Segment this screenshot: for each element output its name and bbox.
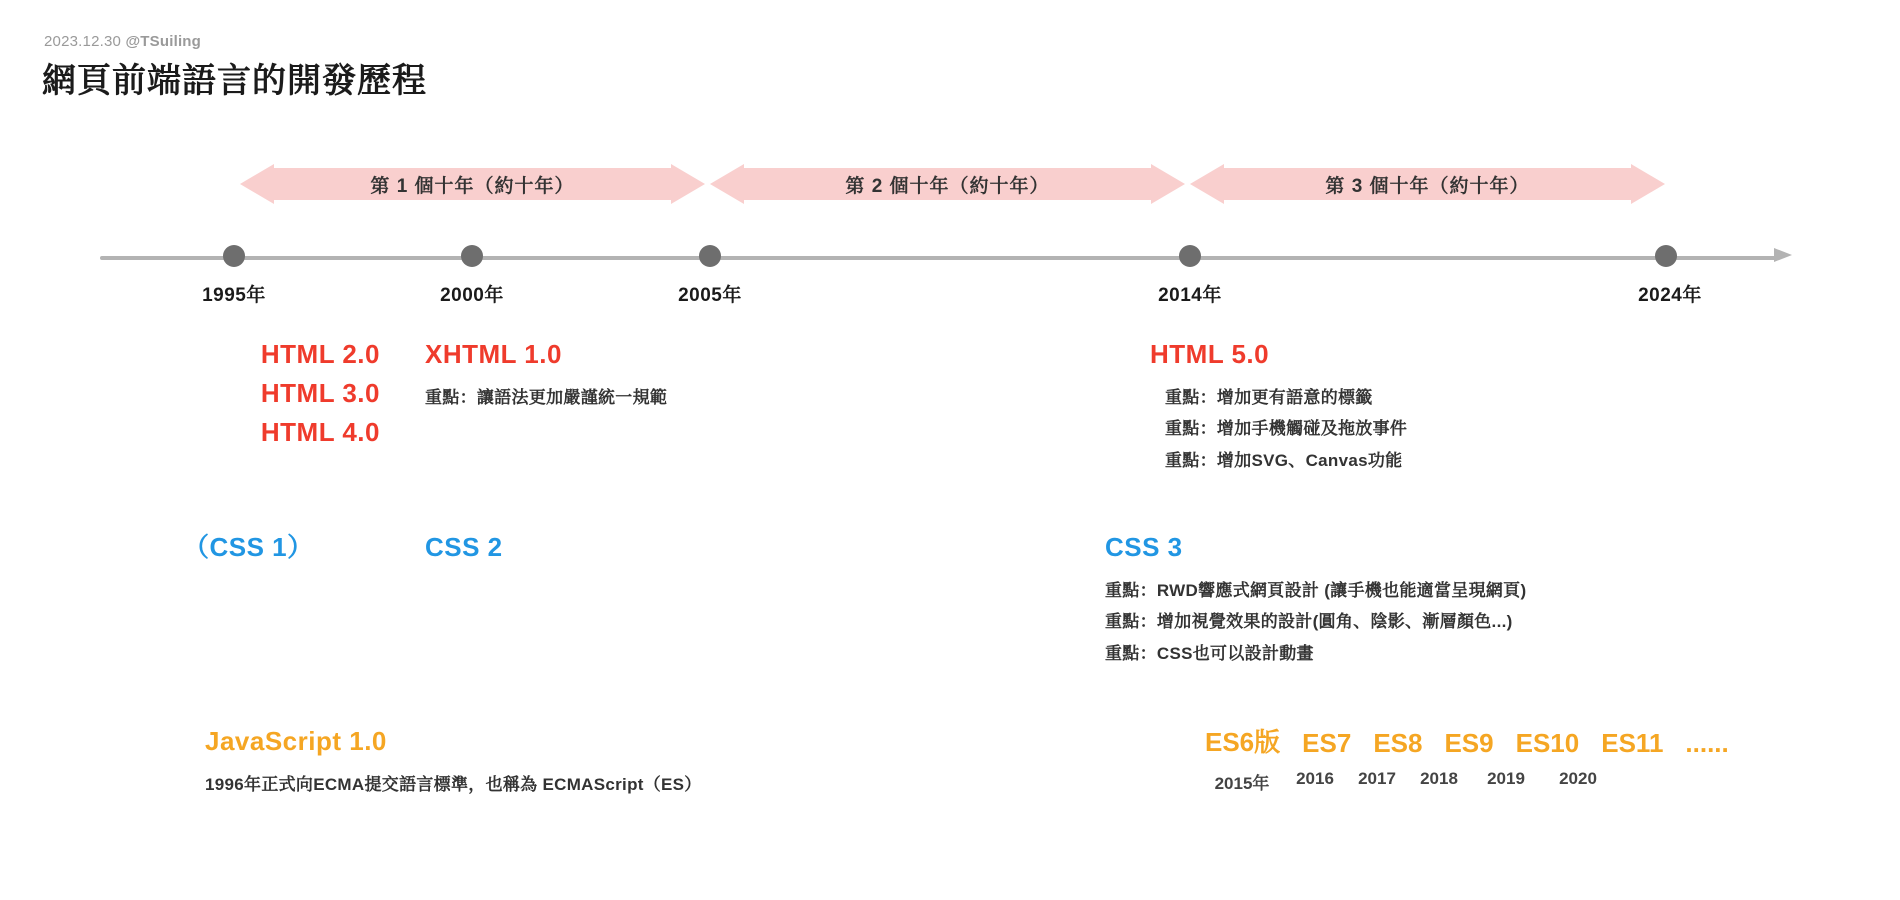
timeline-year-1995: 1995年 bbox=[202, 285, 266, 306]
page-title: 網頁前端語言的開發歷程 bbox=[42, 62, 427, 100]
timeline-year-2024: 2024年 bbox=[1638, 285, 1702, 306]
group-css2 bbox=[425, 528, 503, 567]
es-label-more: ...... bbox=[1685, 728, 1729, 758]
es-label-es7: ES7 bbox=[1302, 728, 1352, 758]
timeline-year-2005: 2005年 bbox=[678, 285, 742, 306]
html-2-label: HTML 2.0 bbox=[260, 339, 380, 369]
html-4-label: HTML 4.0 bbox=[260, 417, 380, 447]
es-year-es10: 2019 bbox=[1487, 769, 1525, 788]
es-label-es10: ES10 bbox=[1515, 728, 1580, 758]
css1-label: （CSS 1） bbox=[183, 532, 314, 562]
html5-note-3: 重點：增加SVG、Canvas功能 bbox=[1165, 450, 1403, 470]
timeline-axis bbox=[100, 253, 1800, 263]
css3-note-2: 重點：增加視覺效果的設計(圓角、陰影、漸層顏色...) bbox=[1105, 612, 1513, 632]
timeline-dot-2014 bbox=[1179, 245, 1201, 267]
html5-note-2: 重點：增加手機觸碰及拖放事件 bbox=[1165, 419, 1408, 439]
timeline-arrow-head-icon bbox=[1774, 248, 1792, 262]
timeline-dot-2024 bbox=[1655, 245, 1677, 267]
javascript-label: JavaScript 1.0 bbox=[205, 726, 387, 756]
es-year-es11: 2020 bbox=[1559, 769, 1597, 788]
decade-label-2: 第 2 個十年（約十年） bbox=[845, 175, 1050, 197]
timeline-year-2000: 2000年 bbox=[440, 285, 504, 306]
decade-bar-3 bbox=[1190, 160, 1665, 208]
es-label-es11: ES11 bbox=[1601, 728, 1664, 758]
byline-date: 2023.12.30 bbox=[44, 33, 122, 50]
byline-handle: @TSuiling bbox=[125, 33, 202, 50]
group-css3 bbox=[1105, 528, 1526, 669]
decade-bar-1 bbox=[240, 160, 705, 208]
html5-label: HTML 5.0 bbox=[1150, 339, 1270, 369]
css3-label: CSS 3 bbox=[1105, 532, 1183, 562]
timeline-dot-2000 bbox=[461, 245, 483, 267]
group-xhtml-2000 bbox=[425, 335, 667, 413]
es-label-es6: ES6版 bbox=[1205, 727, 1281, 757]
group-css1 bbox=[183, 528, 314, 567]
es-year-es7: 2016 bbox=[1296, 769, 1334, 788]
css3-note-1: 重點：RWD響應式網頁設計 (讓手機也能適當呈現網頁) bbox=[1105, 581, 1527, 600]
es-label-es9: ES9 bbox=[1444, 728, 1494, 758]
decade-label-3: 第 3 個十年（約十年） bbox=[1325, 175, 1530, 197]
timeline-dot-2005 bbox=[699, 245, 721, 267]
timeline-dot-1995 bbox=[223, 245, 245, 267]
html5-note-1: 重點：增加更有語意的標籤 bbox=[1165, 388, 1373, 407]
css2-label: CSS 2 bbox=[425, 532, 503, 562]
group-html-1995 bbox=[110, 335, 380, 452]
decade-label-1: 第 1 個十年（約十年） bbox=[370, 175, 575, 197]
es-year-es9: 2018 bbox=[1420, 769, 1458, 788]
group-html5-2014 bbox=[1150, 335, 1407, 476]
group-javascript bbox=[205, 722, 702, 800]
es-label-es8: ES8 bbox=[1373, 728, 1423, 758]
es-year-row bbox=[1205, 769, 1729, 794]
xhtml-1-note-1: 重點：讓語法更加嚴謹統一規範 bbox=[425, 388, 668, 407]
css3-note-3: 重點：CSS也可以設計動畫 bbox=[1105, 643, 1314, 663]
group-es-versions bbox=[1205, 722, 1729, 794]
decade-bar-2 bbox=[710, 160, 1185, 208]
html-3-label: HTML 3.0 bbox=[260, 378, 380, 408]
byline bbox=[44, 33, 201, 50]
es-year-es6: 2015年 bbox=[1214, 774, 1270, 793]
timeline-year-2014: 2014年 bbox=[1158, 285, 1222, 306]
xhtml-1-label: XHTML 1.0 bbox=[425, 339, 562, 369]
timeline-line bbox=[100, 256, 1780, 260]
es-label-row bbox=[1205, 722, 1729, 759]
es-year-es8: 2017 bbox=[1358, 769, 1396, 788]
javascript-note-1: 1996年正式向ECMA提交語言標準，也稱為 ECMAScript（ES） bbox=[205, 775, 702, 794]
